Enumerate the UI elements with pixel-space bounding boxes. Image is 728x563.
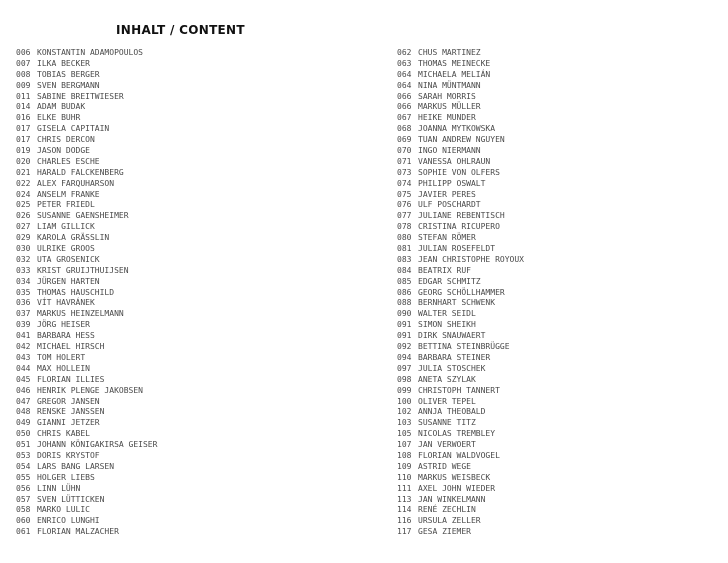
toc-page-number: 006	[16, 48, 31, 57]
toc-entry	[397, 102, 524, 113]
toc-page-number: 102	[397, 407, 412, 417]
toc-page-number: 111	[397, 483, 412, 493]
toc-contributor-name: VANESSA OHLRAUN	[418, 156, 491, 166]
toc-entry	[16, 233, 157, 244]
toc-page-number: 105	[397, 429, 412, 439]
toc-page-number: 022	[16, 178, 31, 188]
toc-entry	[397, 168, 524, 179]
toc-page-number: 047	[16, 396, 31, 406]
toc-page-number: 053	[16, 450, 31, 460]
toc-page-number: 081	[397, 244, 412, 254]
toc-page-number: 109	[397, 461, 412, 471]
page-title: INHALT / CONTENT	[116, 23, 245, 38]
toc-contributor-name: UTA GROSENICK	[37, 254, 100, 264]
toc-contributor-name: JAVIER PERES	[418, 189, 476, 199]
toc-entry	[397, 277, 524, 288]
toc-entry	[397, 135, 524, 146]
toc-entry	[397, 59, 524, 70]
toc-contributor-name: THOMAS MEINECKE	[418, 58, 491, 68]
toc-entry	[397, 255, 524, 266]
toc-page-number: 026	[16, 211, 31, 221]
toc-contributor-name: FLORIAN MALZACHER	[37, 527, 119, 537]
toc-page-number: 067	[397, 113, 412, 123]
toc-entry	[397, 92, 524, 103]
toc-contributor-name: EDGAR SCHMITZ	[418, 276, 481, 286]
toc-contributor-name: CHUS MARTINEZ	[418, 48, 481, 57]
toc-entry	[397, 386, 524, 397]
toc-contributor-name: PETER FRIEDL	[37, 200, 95, 210]
toc-entry	[16, 331, 157, 342]
toc-page-number: 016	[16, 113, 31, 123]
toc-entry	[16, 124, 157, 135]
toc-page-number: 046	[16, 385, 31, 395]
toc-contributor-name: CRISTINA RICUPERO	[418, 222, 500, 232]
toc-entry	[16, 92, 157, 103]
toc-entry	[16, 255, 157, 266]
toc-entry	[397, 353, 524, 364]
toc-contributor-name: ENRICO LUNGHI	[37, 516, 100, 526]
toc-entry	[16, 70, 157, 81]
toc-entry	[16, 168, 157, 179]
toc-entry	[397, 244, 524, 255]
toc-page-number: 071	[397, 156, 412, 166]
toc-page-number: 078	[397, 222, 412, 232]
toc-contributor-name: KONSTANTIN ADAMOPOULOS	[37, 48, 143, 57]
toc-entry	[16, 113, 157, 124]
toc-contributor-name: SUSANNE GAENSHEIMER	[37, 211, 129, 221]
toc-contributor-name: LARS BANG LARSEN	[37, 461, 115, 471]
toc-entry	[397, 462, 524, 473]
toc-contributor-name: TUAN ANDREW NGUYEN	[418, 135, 505, 145]
toc-contributor-name: BARBARA STEINER	[418, 352, 491, 362]
toc-entry	[16, 342, 157, 353]
toc-page-number: 091	[397, 331, 412, 341]
toc-page-number: 117	[397, 527, 412, 537]
toc-page-number: 008	[16, 69, 31, 79]
toc-entry	[16, 451, 157, 462]
toc-page-number: 075	[397, 189, 412, 199]
toc-entry	[397, 222, 524, 233]
toc-page-number: 073	[397, 167, 412, 177]
toc-entry	[16, 505, 157, 516]
toc-contributor-name: BARBARA HESS	[37, 331, 95, 341]
toc-contributor-name: OLIVER TEPEL	[418, 396, 476, 406]
toc-contributor-name: JAN WINKELMANN	[418, 494, 486, 504]
toc-page-number: 116	[397, 516, 412, 526]
toc-contributor-name: LIAM GILLICK	[37, 222, 95, 232]
toc-entry	[397, 473, 524, 484]
toc-contributor-name: HENRIK PLENGE JAKOBSEN	[37, 385, 143, 395]
toc-entry	[397, 516, 524, 527]
toc-entry	[16, 364, 157, 375]
toc-page-number: 007	[16, 58, 31, 68]
toc-contributor-name: ULRIKE GROOS	[37, 244, 95, 254]
toc-page-number: 036	[16, 298, 31, 308]
toc-contributor-name: TOM HOLERT	[37, 352, 86, 362]
toc-entry	[16, 353, 157, 364]
toc-page-number: 037	[16, 309, 31, 319]
toc-contributor-name: LINN LÜHN	[37, 483, 81, 493]
toc-contributor-name: ANNJA THEOBALD	[418, 407, 486, 417]
toc-contributor-name: JASON DODGE	[37, 146, 90, 156]
toc-contributor-name: ANSELM FRANKE	[37, 189, 100, 199]
toc-contributor-name: KRIST GRUIJTHUIJSEN	[37, 265, 129, 275]
toc-entry	[397, 70, 524, 81]
toc-entry	[397, 484, 524, 495]
toc-contributor-name: MICHAEL HIRSCH	[37, 342, 105, 352]
toc-page-number: 017	[16, 135, 31, 145]
toc-contributor-name: WALTER SEIDL	[418, 309, 476, 319]
toc-page-number: 064	[397, 80, 412, 90]
toc-page-number: 021	[16, 167, 31, 177]
toc-page-number: 009	[16, 80, 31, 90]
toc-page-number: 076	[397, 200, 412, 210]
toc-entry	[397, 309, 524, 320]
toc-entry	[16, 386, 157, 397]
toc-page-number: 094	[397, 352, 412, 362]
toc-page-number: 110	[397, 472, 412, 482]
toc-entry	[397, 375, 524, 386]
toc-contributor-name: PHILIPP OSWALT	[418, 178, 486, 188]
toc-page-number: 069	[397, 135, 412, 145]
toc-entry	[397, 331, 524, 342]
toc-contributor-name: JÜRGEN HARTEN	[37, 276, 100, 286]
toc-contributor-name: SVEN BERGMANN	[37, 80, 100, 90]
toc-contributor-name: HARALD FALCKENBERG	[37, 167, 124, 177]
toc-page-number: 113	[397, 494, 412, 504]
toc-page-number: 055	[16, 472, 31, 482]
toc-page-number: 091	[397, 320, 412, 330]
toc-contributor-name: JEAN CHRISTOPHE ROYOUX	[418, 254, 524, 264]
toc-page-number: 030	[16, 244, 31, 254]
toc-entry	[397, 211, 524, 222]
toc-contributor-name: VÍT HAVRÁNEK	[37, 298, 95, 308]
toc-contributor-name: CHRISTOPH TANNERT	[418, 385, 500, 395]
toc-page-number: 083	[397, 254, 412, 264]
toc-page-number: 033	[16, 265, 31, 275]
toc-entry	[16, 418, 157, 429]
toc-entry	[397, 146, 524, 157]
toc-page-number: 100	[397, 396, 412, 406]
toc-entry	[397, 157, 524, 168]
toc-contributor-name: AXEL JOHN WIEDER	[418, 483, 496, 493]
toc-contributor-name: ALEX FARQUHARSON	[37, 178, 115, 188]
toc-page-number: 092	[397, 342, 412, 352]
toc-entry	[397, 429, 524, 440]
toc-page-number: 088	[397, 298, 412, 308]
toc-page-number: 054	[16, 461, 31, 471]
toc-entry	[16, 462, 157, 473]
toc-contributor-name: GREGOR JANSEN	[37, 396, 100, 406]
toc-contributor-name: JÖRG HEISER	[37, 320, 90, 330]
toc-entry	[397, 190, 524, 201]
toc-entry	[16, 397, 157, 408]
toc-contributor-name: BEATRIX RUF	[418, 265, 471, 275]
toc-page-number: 017	[16, 124, 31, 134]
toc-page-number: 061	[16, 527, 31, 537]
toc-entry	[16, 277, 157, 288]
toc-contributor-name: GEORG SCHÖLLHAMMER	[418, 287, 505, 297]
toc-entry	[16, 440, 157, 451]
toc-page-number: 107	[397, 440, 412, 450]
toc-entry	[397, 124, 524, 135]
toc-contributor-name: FLORIAN WALDVOGEL	[418, 450, 500, 460]
toc-contributor-name: CHARLES ESCHE	[37, 156, 100, 166]
toc-page-number: 035	[16, 287, 31, 297]
toc-entry	[16, 320, 157, 331]
toc-contributor-name: SIMON SHEIKH	[418, 320, 476, 330]
toc-contributor-name: ANETA SZYLAK	[418, 374, 476, 384]
toc-page-number: 064	[397, 69, 412, 79]
toc-entry	[397, 113, 524, 124]
toc-page-number: 085	[397, 276, 412, 286]
toc-page-number: 051	[16, 440, 31, 450]
toc-contributor-name: CHRIS KABEL	[37, 429, 90, 439]
toc-contributor-name: RENÉ ZECHLIN	[418, 505, 476, 515]
toc-entry	[397, 342, 524, 353]
toc-contributor-name: TOBIAS BERGER	[37, 69, 100, 79]
toc-page-number: 063	[397, 58, 412, 68]
toc-entry	[16, 407, 157, 418]
toc-contributor-name: ASTRID WEGE	[418, 461, 471, 471]
toc-contributor-name: BETTINA STEINBRÜGGE	[418, 342, 510, 352]
toc-page-number: 024	[16, 189, 31, 199]
toc-contributor-name: GESA ZIEMER	[418, 527, 471, 537]
toc-contributor-name: MARKUS MÜLLER	[418, 102, 481, 112]
toc-contributor-name: KAROLA GRÄSSLIN	[37, 233, 110, 243]
toc-entry	[16, 200, 157, 211]
toc-page-number: 020	[16, 156, 31, 166]
toc-page-number: 057	[16, 494, 31, 504]
toc-page-number: 050	[16, 429, 31, 439]
toc-contributor-name: SOPHIE VON OLFERS	[418, 167, 500, 177]
toc-entry	[16, 375, 157, 386]
toc-entry	[16, 59, 157, 70]
toc-page-number: 011	[16, 91, 31, 101]
toc-contributor-name: HEIKE MUNDER	[418, 113, 476, 123]
toc-page-number: 043	[16, 352, 31, 362]
toc-left-column	[16, 48, 157, 538]
toc-contributor-name: GISELA CAPITAIN	[37, 124, 110, 134]
toc-contributor-name: JULIAN ROSEFELDT	[418, 244, 496, 254]
toc-entry	[16, 48, 157, 59]
toc-page-number: 049	[16, 418, 31, 428]
toc-contributor-name: NICOLAS TREMBLEY	[418, 429, 496, 439]
toc-page-number: 077	[397, 211, 412, 221]
toc-contributor-name: HOLGER LIEBS	[37, 472, 95, 482]
toc-page-number: 025	[16, 200, 31, 210]
toc-entry	[397, 298, 524, 309]
toc-page-number: 058	[16, 505, 31, 515]
toc-contributor-name: JULIANE REBENTISCH	[418, 211, 505, 221]
toc-contributor-name: INGO NIERMANN	[418, 146, 481, 156]
toc-entry	[397, 200, 524, 211]
toc-entry	[16, 516, 157, 527]
toc-page-number: 045	[16, 374, 31, 384]
toc-page-number: 019	[16, 146, 31, 156]
toc-page-number: 048	[16, 407, 31, 417]
toc-page-number: 080	[397, 233, 412, 243]
toc-entry	[397, 288, 524, 299]
toc-contributor-name: SUSANNE TITZ	[418, 418, 476, 428]
toc-contributor-name: MICHAELA MELIÁN	[418, 69, 491, 79]
toc-page-number: 060	[16, 516, 31, 526]
toc-entry	[16, 244, 157, 255]
toc-page-number: 090	[397, 309, 412, 319]
toc-entry	[16, 102, 157, 113]
toc-contributor-name: MAX HOLLEIN	[37, 363, 90, 373]
toc-page-number: 056	[16, 483, 31, 493]
toc-entry	[397, 397, 524, 408]
toc-entry	[16, 266, 157, 277]
toc-contributor-name: JAN VERWOERT	[418, 440, 476, 450]
toc-entry	[16, 288, 157, 299]
toc-entry	[397, 364, 524, 375]
toc-contributor-name: NINA MÜNTMANN	[418, 80, 481, 90]
toc-contributor-name: FLORIAN ILLIES	[37, 374, 105, 384]
toc-contributor-name: JULIA STOSCHEK	[418, 363, 486, 373]
toc-entry	[397, 407, 524, 418]
toc-page-number: 062	[397, 48, 412, 57]
toc-page-number: 108	[397, 450, 412, 460]
toc-contributor-name: SVEN LÜTTICKEN	[37, 494, 105, 504]
toc-page-number: 086	[397, 287, 412, 297]
toc-page-number: 032	[16, 254, 31, 264]
toc-contributor-name: CHRIS DERCON	[37, 135, 95, 145]
toc-contributor-name: SARAH MORRIS	[418, 91, 476, 101]
toc-entry	[16, 298, 157, 309]
toc-entry	[16, 135, 157, 146]
toc-page-number: 039	[16, 320, 31, 330]
toc-page-number: 103	[397, 418, 412, 428]
toc-page-number: 042	[16, 342, 31, 352]
toc-contributor-name: DIRK SNAUWAERT	[418, 331, 486, 341]
toc-entry	[397, 495, 524, 506]
toc-contributor-name: BERNHART SCHWENK	[418, 298, 496, 308]
toc-entry	[397, 233, 524, 244]
toc-entry	[397, 320, 524, 331]
toc-contributor-name: ELKE BUHR	[37, 113, 81, 123]
toc-entry	[397, 418, 524, 429]
toc-page-number: 044	[16, 363, 31, 373]
toc-entry	[16, 190, 157, 201]
toc-contributor-name: GIANNI JETZER	[37, 418, 100, 428]
toc-contributor-name: JOHANN KÖNIGAKIRSA GEISER	[37, 440, 158, 450]
toc-page-number: 084	[397, 265, 412, 275]
toc-page-number: 066	[397, 102, 412, 112]
toc-contributor-name: DORIS KRYSTOF	[37, 450, 100, 460]
toc-page-number: 034	[16, 276, 31, 286]
toc-page-number: 099	[397, 385, 412, 395]
toc-contributor-name: MARKO LULIC	[37, 505, 90, 515]
toc-contributor-name: JOANNA MYTKOWSKA	[418, 124, 496, 134]
toc-contributor-name: RENSKE JANSSEN	[37, 407, 105, 417]
toc-page-number: 114	[397, 505, 412, 515]
toc-entry	[16, 211, 157, 222]
toc-entry	[16, 484, 157, 495]
toc-contributor-name: STEFAN RÖMER	[418, 233, 476, 243]
toc-page-number: 098	[397, 374, 412, 384]
toc-page-number: 074	[397, 178, 412, 188]
toc-entry	[16, 473, 157, 484]
toc-contributor-name: THOMAS HAUSCHILD	[37, 287, 115, 297]
toc-entry	[16, 309, 157, 320]
toc-entry	[397, 451, 524, 462]
toc-entry	[397, 505, 524, 516]
toc-contributor-name: SABINE BREITWIESER	[37, 91, 124, 101]
toc-entry	[397, 81, 524, 92]
toc-contributor-name: MARKUS HEINZELMANN	[37, 309, 124, 319]
toc-page-number: 029	[16, 233, 31, 243]
toc-entry	[16, 527, 157, 538]
toc-page-number: 066	[397, 91, 412, 101]
toc-page-number: 068	[397, 124, 412, 134]
toc-entry	[16, 429, 157, 440]
toc-entry	[16, 157, 157, 168]
toc-entry	[397, 266, 524, 277]
toc-contributor-name: URSULA ZELLER	[418, 516, 481, 526]
toc-entry	[16, 146, 157, 157]
toc-entry	[16, 222, 157, 233]
toc-entry	[397, 48, 524, 59]
toc-entry	[397, 440, 524, 451]
toc-entry	[16, 495, 157, 506]
toc-page-number: 027	[16, 222, 31, 232]
toc-entry	[16, 81, 157, 92]
toc-entry	[397, 179, 524, 190]
toc-page-number: 097	[397, 363, 412, 373]
toc-contributor-name: ADAM BUDAK	[37, 102, 86, 112]
toc-entry	[16, 179, 157, 190]
toc-page-number: 014	[16, 102, 31, 112]
toc-contributor-name: ILKA BECKER	[37, 58, 90, 68]
toc-contributor-name: ULF POSCHARDT	[418, 200, 481, 210]
toc-right-column	[397, 48, 524, 538]
toc-page-number: 070	[397, 146, 412, 156]
toc-entry	[397, 527, 524, 538]
toc-contributor-name: MARKUS WEISBECK	[418, 472, 491, 482]
toc-page-number: 041	[16, 331, 31, 341]
